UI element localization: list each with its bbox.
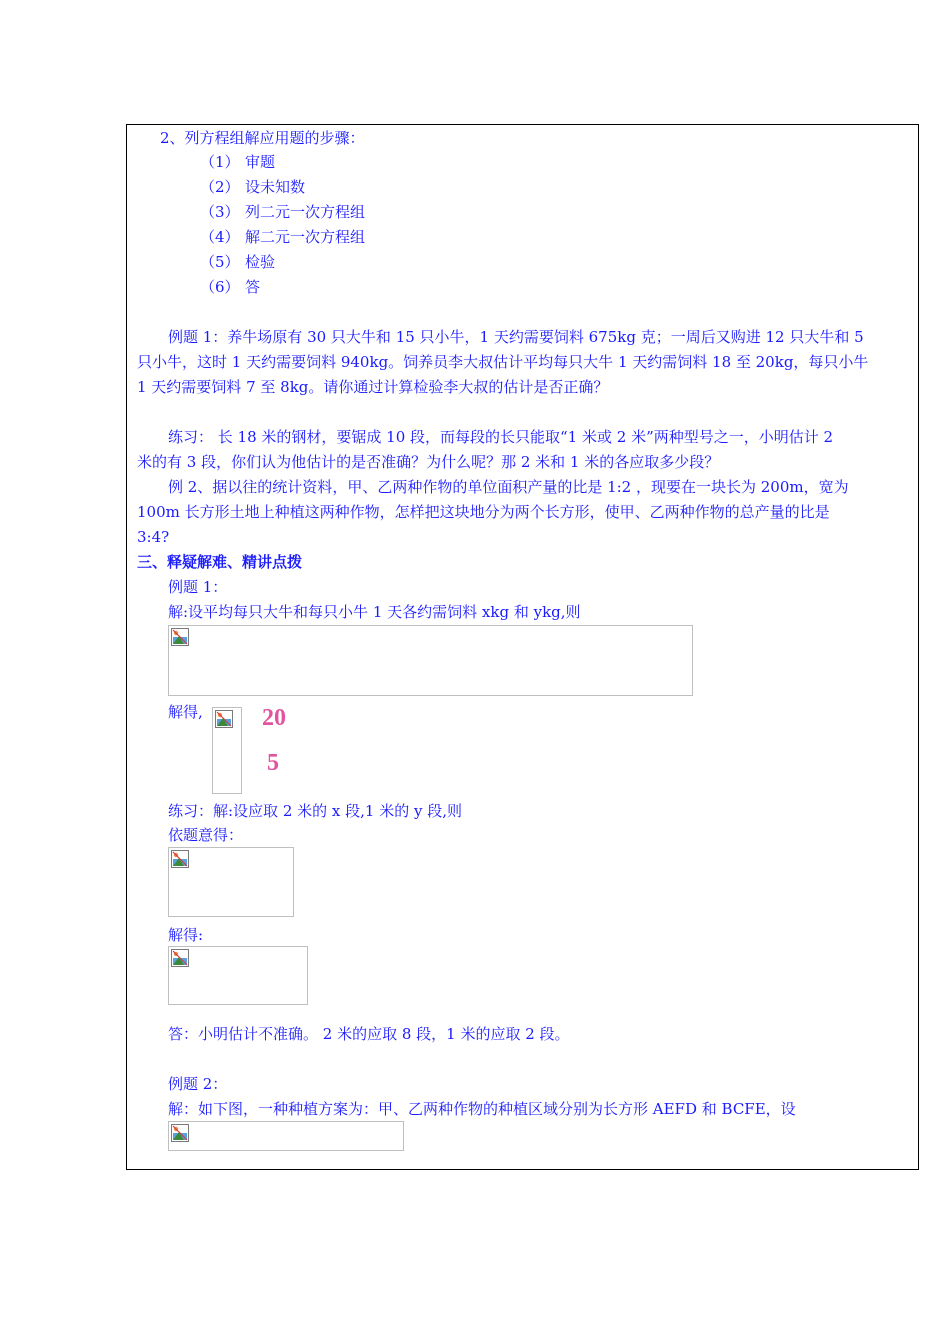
step-num: （2） <box>200 178 240 196</box>
example1-line: 例题 1：养牛场原有 30 只大牛和 15 只小牛，1 天约需要饲料 675kg 克；一周后又购进 12 只大牛和 5 <box>168 328 864 346</box>
solution-image <box>168 946 308 1005</box>
example2-setup: 解：如下图，一种种植方案为：甲、乙两种作物的种植区域分别为长方形 AEFD 和 BCFE，设 <box>168 1100 796 1118</box>
step-num: （3） <box>200 203 240 221</box>
example2-line: 100m 长方形土地上种植这两种作物，怎样把这块地分为两个长方形，使甲、乙两种作物的总产量的比是 <box>137 503 830 521</box>
example2-line: 例 2、据以往的统计资料，甲、乙两种作物的单位面积产量的比是 1:2 ，现要在一块长为 200m，宽为 <box>168 478 849 496</box>
solved-label: 解得, <box>168 703 203 721</box>
solution-value-x: 20 <box>262 705 286 731</box>
broken-image-icon <box>215 710 233 728</box>
step-text: 答 <box>245 278 261 296</box>
broken-image-icon <box>171 1124 189 1142</box>
steps-title: 2、列方程组解应用题的步骤： <box>160 129 365 147</box>
step-num: （5） <box>200 253 240 271</box>
example1-line: 只小牛，这时 1 天约需要饲料 940kg。饲养员李大叔估计平均每只大牛 1 天约需饲料 18 至 20kg，每只小牛 <box>137 353 869 371</box>
broken-image-icon <box>171 949 189 967</box>
example1-line: 1 天约需要饲料 7 至 8kg。请你通过计算检验李大叔的估计是否正确？ <box>137 378 609 396</box>
practice-solved: 解得: <box>168 926 204 944</box>
broken-image-icon <box>171 850 189 868</box>
practice-line: 米的有 3 段，你们认为他估计的是否准确？为什么呢？那 2 米和 1 米的各应取多少段？ <box>137 453 720 471</box>
solution-value-y: 5 <box>267 750 279 776</box>
example2-line: 3:4? <box>137 528 170 546</box>
broken-image-icon <box>171 628 189 646</box>
example1-setup: 解:设平均每只大牛和每只小牛 1 天各约需饲料 xkg 和 ykg,则 <box>168 603 581 621</box>
section-heading: 三、释疑解难、精讲点拨 <box>137 553 303 571</box>
practice-line: 练习： 长 18 米的钢材，要锯成 10 段，而每段的长只能取“1 米或 2 米”两种型号之一，小明估计 2 <box>168 428 834 446</box>
diagram-image <box>168 1121 404 1151</box>
step-text: 列二元一次方程组 <box>245 203 366 221</box>
step-num: （1） <box>200 153 240 171</box>
example2-label: 例题 2： <box>168 1075 228 1093</box>
practice-answer: 答：小明估计不准确。 2 米的应取 8 段，1 米的应取 2 段。 <box>168 1025 570 1043</box>
step-num: （4） <box>200 228 240 246</box>
step-text: 设未知数 <box>245 178 306 196</box>
equation-image <box>168 847 294 917</box>
example1-label: 例题 1： <box>168 578 228 596</box>
step-text: 审题 <box>245 153 276 171</box>
step-num: （6） <box>200 278 240 296</box>
practice-setup: 练习：解:设应取 2 米的 x 段,1 米的 y 段,则 <box>168 802 462 820</box>
equation-image <box>168 625 693 696</box>
practice-meaning: 依题意得： <box>168 826 244 844</box>
step-text: 解二元一次方程组 <box>245 228 366 246</box>
solution-image <box>212 707 242 794</box>
step-text: 检验 <box>245 253 276 271</box>
